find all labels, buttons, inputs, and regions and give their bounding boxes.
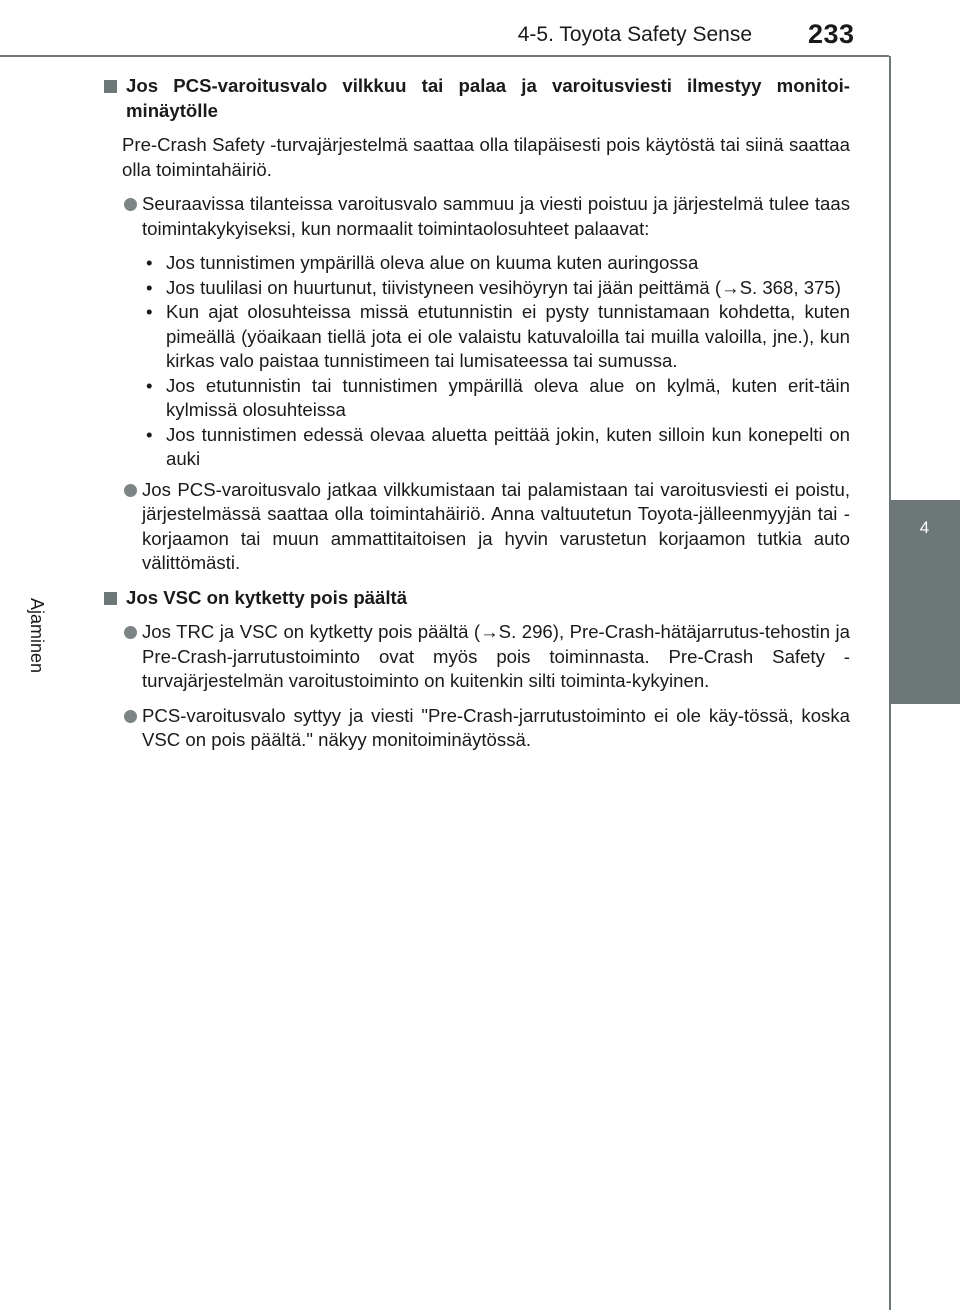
- section-heading: Jos PCS-varoitusvalo vilkkuu tai palaa ja varoitusviesti ilmestyy monitoi-minäytölle: [104, 74, 850, 123]
- list-item: Seuraavissa tilanteissa varoitusvalo sammuu ja viesti poistuu ja järjestelmä tulee taas toimintakykyiseksi, kun normaalit toimintaolosuhteet palaavat:: [104, 192, 850, 241]
- list-item: PCS-varoitusvalo syttyy ja viesti "Pre-Crash-jarrutustoiminto ei ole käy-tössä, koska VSC on pois päältä." näkyy monitoiminäytössä.: [104, 704, 850, 753]
- page-header: [0, 0, 960, 56]
- chapter-label: Ajaminen: [27, 598, 47, 674]
- circle-bullet-icon: [124, 710, 137, 723]
- page-content: [104, 74, 850, 763]
- sub-list: [104, 251, 850, 472]
- sub-list-item: • Jos etutunnistin tai tunnistimen ympärillä oleva alue on kylmä, kuten erit-täin kylmissä olosuhteissa: [146, 374, 850, 423]
- section-title: 4-5. Toyota Safety Sense: [517, 23, 752, 46]
- chapter-number: 4: [919, 518, 930, 537]
- page-number: 233: [808, 19, 855, 49]
- sub-list-item: • Jos tuulilasi on huurtunut, tiivistyneen vesihöyryn tai jään peittämä (→S. 368, 375): [146, 276, 850, 301]
- list-item: Jos PCS-varoitusvalo jatkaa vilkkumistaan tai palamistaan tai varoitusviesti ei poistu, järjestelmässä saattaa olla toimintahäiriö. Anna valtuutetun Toyota-jälleenmyyjän tai -korjaamon tai muun ammattitaitoisen ja hyvin varustetun korjaamon tutkia auto välittömästi.: [104, 478, 850, 576]
- section-heading: Jos VSC on kytketty pois päältä: [104, 586, 850, 611]
- sub-list-item: • Jos tunnistimen edessä olevaa aluetta peittää jokin, kuten silloin kun konepelti on auki: [146, 423, 850, 472]
- square-bullet-icon: [104, 592, 117, 605]
- circle-bullet-icon: [124, 626, 137, 639]
- section-intro: Pre-Crash Safety -turvajärjestelmä saattaa olla tilapäisesti pois käytöstä tai siinä saattaa olla toimintahäiriö.: [122, 134, 850, 180]
- circle-bullet-icon: [124, 484, 137, 497]
- circle-bullet-icon: [124, 198, 137, 211]
- square-bullet-icon: [104, 80, 117, 93]
- sub-list-item: • Jos tunnistimen ympärillä oleva alue on kuuma kuten auringossa: [146, 251, 850, 276]
- sub-list-item: • Kun ajat olosuhteissa missä etutunnistin ei pysty tunnistamaan kohdetta, kuten pimeällä (yöaikaan tiellä jota ei ole valaistu katuvaloilla tai muilla valoilla, jne.), kun kirkas valo paistaa tunnistimeen tai lumisateessa tai sumussa.: [146, 300, 850, 374]
- list-item: Jos TRC ja VSC on kytketty pois päältä (→S. 296), Pre-Crash-hätäjarrutus-tehostin ja Pre-Crash-jarrutustoiminto ovat myös pois toiminnasta. Pre-Crash Safety -turvajärjestelmän varoitustoiminto on kuitenkin silti toiminta-kykyinen.: [104, 620, 850, 694]
- chapter-tab: [889, 500, 960, 704]
- header-rule: [0, 55, 889, 57]
